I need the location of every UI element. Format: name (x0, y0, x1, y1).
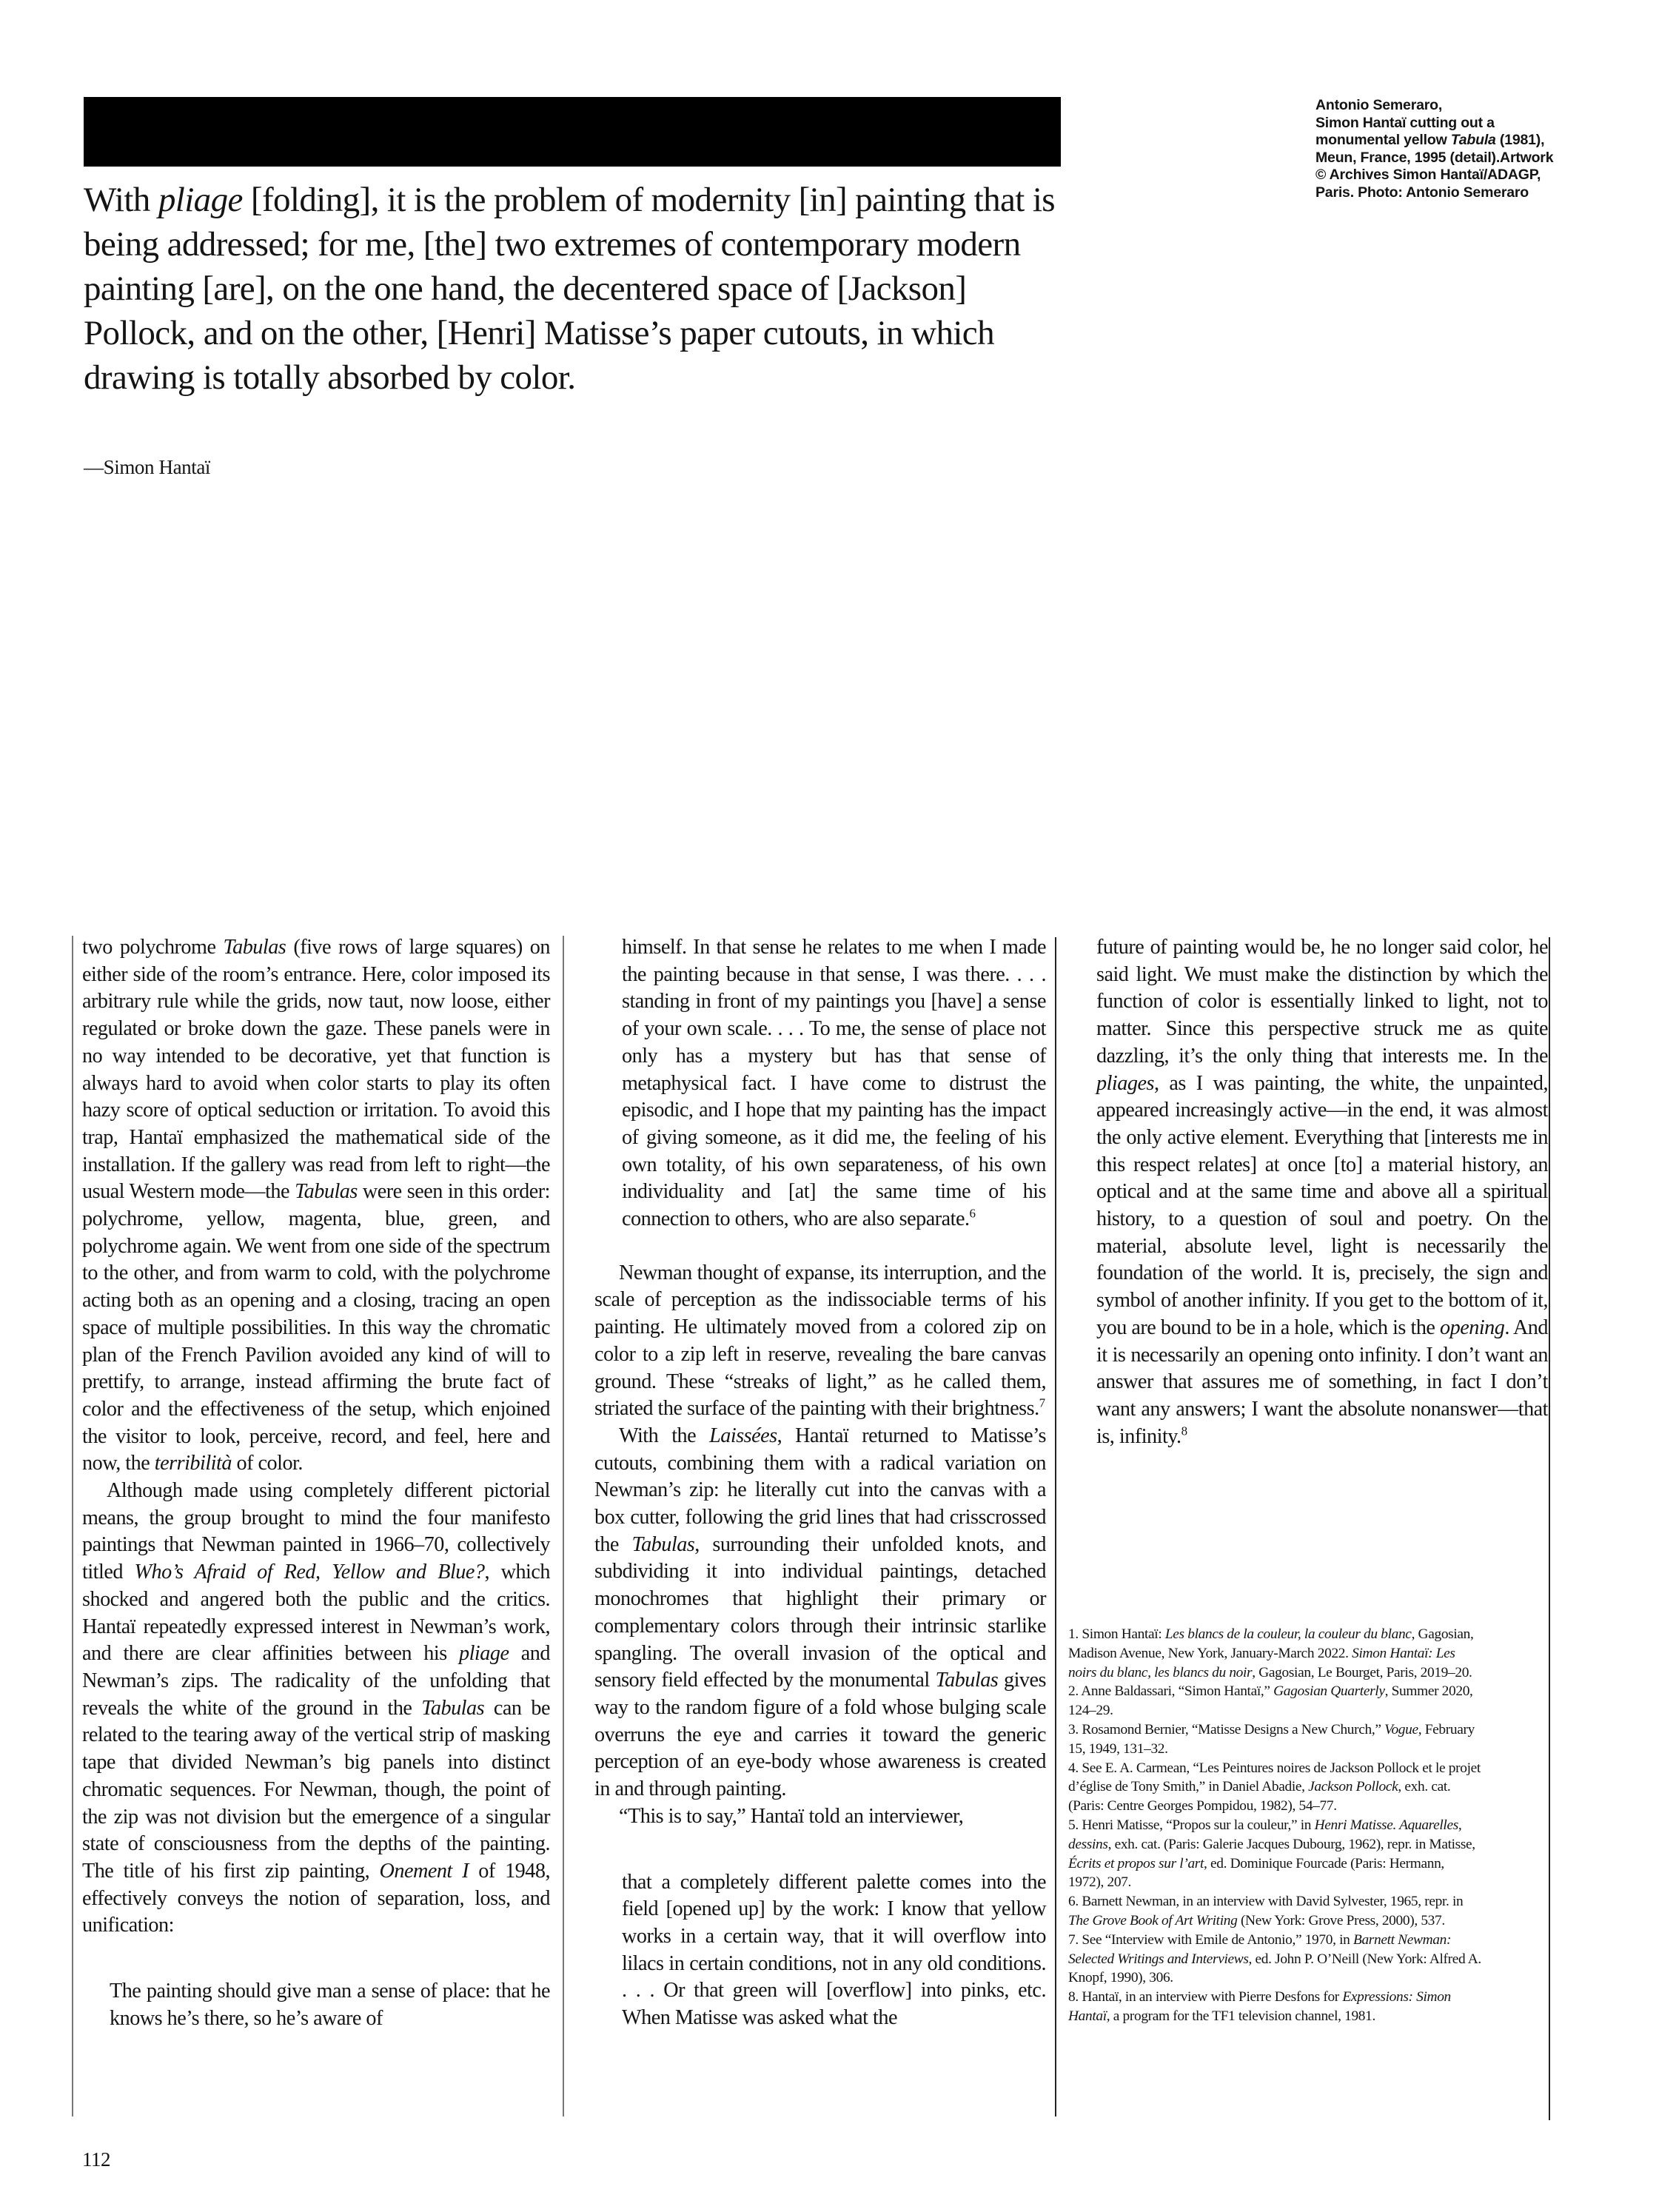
italic-text: opening (1440, 1316, 1505, 1339)
caption-text: (1981), Meun, France, 1995 (detail).Artwork © Archives Simon Hantaï/ADAGP, Paris. Photo: Antonio Semeraro (1315, 132, 1554, 201)
page-number: 112 (82, 2148, 110, 2171)
footnote-item: 5. Henri Matisse, “Propos sur la couleur,” in Henri Matisse. Aquarelles, dessins, exh. cat. (Paris: Galerie Jacques Dubourg, 1962), repr. in Matisse, Écrits et propos sur l’art, ed. Dominique Fourcade (Paris: Hermann, 1972), 207. (1068, 1817, 1475, 1891)
column-rule-mid-right (1055, 937, 1056, 2117)
italic-text: Who’s Afraid of Red, Yellow and Blue? (134, 1561, 485, 1584)
block-quote: The painting should give man a sense of place: that he knows he’s there, so he’s aware of (110, 1980, 550, 2030)
text: , as I was painting, the white, the unpainted, appeared increasingly active—in the end, it was almost the only active element. Everything that [interests me in this respect relates] at once [to] a material history, an optical and at the same time and above all a spiritual history, to a question of soul and poetry. On the material, absolute level, light is necessarily the foundation of the world. It is, precisely, the sign and symbol of another infinity. If you get to the bottom of it, you are bound to be in a hole, which is the (1096, 1071, 1548, 1339)
italic-text: Tabulas (421, 1696, 485, 1720)
text: , which shocked and angered both the public and the critics. Hantaï repeatedly expressed interest in Newman’s work, and there are clear affinities between his (82, 1561, 550, 1666)
footnote-item: 7. See “Interview with Emile de Antonio,” 1970, in Barnett Newman: Selected Writings and Interviews, ed. John P. O’Neill (New York: Alfred A. Knopf, 1990), 306. (1068, 1931, 1481, 1986)
footnote-item: 6. Barnett Newman, in an interview with David Sylvester, 1965, repr. in The Grove Book of Art Writing (New York: Grove Press, 2000), 537. (1068, 1894, 1464, 1928)
text: future of painting would be, he no longer said color, he said light. We must make the distinction by which the function of color is essentially linked to light, not to matter. Since this perspective struck me as quite dazzling, it’s the only thing that interests me. In the (1096, 936, 1548, 1068)
paragraph (594, 1423, 1046, 1803)
column-rule-right (1549, 937, 1550, 2120)
epigraph-attribution: —Simon Hantaï (84, 456, 211, 478)
text: two polychrome (82, 936, 224, 959)
caption-body (1315, 115, 1560, 202)
italic-text: pliage (459, 1642, 509, 1666)
paragraph: “This is to say,” Hantaï told an interviewer, (619, 1804, 964, 1828)
block-quote (594, 934, 1046, 1233)
text: . And it is necessarily an opening onto infinity. I don’t want an answer that assures me of something, in fact I don’t want any answers; I want the absolute nonanswer—that is, infinity. (1096, 1316, 1548, 1448)
text: and Newman’s zips. The radicality of the unfolding that reveals the white of the ground in the (82, 1642, 550, 1720)
italic-text: Tabulas (295, 1180, 358, 1204)
epigraph-quote (84, 178, 1068, 400)
caption-text: Simon Hantaï cutting out a monumental yellow (1315, 114, 1495, 149)
block-quote: that a completely different palette comes into the field [opened up] by the work: I know that yellow works in a certain way, that it will overflow into lilacs in certain conditions, not in any old conditions. . . . Or that green will [overflow] into pinks, etc. When Matisse was asked what the (622, 1870, 1046, 2030)
footnote-item: 3. Rosamond Bernier, “Matisse Designs a New Church,” Vogue, February 15, 1949, 131–32. (1068, 1721, 1475, 1757)
text: himself. In that sense he relates to me when I made the painting because in that sense, I was there. . . . standing in front of my paintings you [have] a sense of your own scale. . . . To me, the sense of place not only has a mystery but has that sense of metaphysical fact. I have come to distrust the episodic, and I hope that my painting has the impact of giving someone, as it did me, the feeling of his own totality, of his own separateness, of his own individuality and [at] the same time of his connection to others, who are also separate. (622, 936, 1046, 1231)
footnotes (1068, 1625, 1483, 2026)
italic-text: Tabulas (631, 1532, 695, 1556)
body-column-left (82, 934, 550, 2032)
italic-text: terribilità (154, 1452, 232, 1475)
text: Although made using completely different pictorial means, the group brought to mind the four manifesto paintings that Newman painted in 1966–70, collectively titled (82, 1479, 550, 1584)
italic-text: Onement I (379, 1859, 469, 1883)
text: With the (619, 1424, 710, 1447)
footnote-item: 4. See E. A. Carmean, “Les Peintures noires de Jackson Pollock et le projet d’église de Tony Smith,” in Daniel Abadie, Jackson Pollock, exh. cat. (Paris: Centre Georges Pompidou, 1982), 54–77. (1068, 1760, 1481, 1814)
text: gives way to the random figure of a fold whose bulging scale overruns the eye and carries it toward the generic perception of an eye-body whose awareness is created in and through painting. (594, 1669, 1047, 1801)
text: of 1948, effectively conveys the notion of separation, loss, and unification: (82, 1859, 551, 1937)
text: , surrounding their unfolded knots, and subdividing it into individual paintings, detached monochromes that highlight their primary or complementary colors through their intrinsic starlike spangling. The overall invasion of the optical and sensory field effected by the monumental (594, 1532, 1046, 1692)
body-column-middle (594, 934, 1046, 2032)
footnote-item: 1. Simon Hantaï: Les blancs de la couleur, la couleur du blanc, Gagosian, Madison Avenue, New York, January-March 2022. Simon Hantaï: Les noirs du blanc, les blancs du noir, Gagosian, Le Bourget, Paris, 2019–20. (1068, 1626, 1474, 1680)
footnote-item: 2. Anne Baldassari, “Simon Hantaï,” Gagosian Quarterly, Summer 2020, 124–29. (1068, 1683, 1473, 1719)
footnote-ref: 6 (969, 1206, 976, 1221)
footnote-item: 8. Hantaï, in an interview with Pierre Desfons for Expressions: Simon Hantaï, a program for the TF1 television channel, 1981. (1068, 1989, 1451, 2024)
italic-text: pliages (1096, 1071, 1154, 1095)
text: of color. (231, 1452, 303, 1475)
text: , Hantaï returned to Matisse’s cutouts, combining them with a radical variation on Newman’s zip: he literally cut into the canvas with a box cutter, following the grid lines that had crisscrossed the (594, 1424, 1046, 1556)
epigraph-italic-term: pliage (158, 181, 243, 219)
text: (five rows of large squares) on either side of the room’s entrance. Here, color imposed its arbitrary rule while the grids, now taut, now loose, either regulated or broke down the gaze. These panels were in no way intended to be decorative, yet that function is always hard to avoid when color starts to play its often hazy score of optical seduction or irritation. To avoid this trap, Hantaï emphasized the mathematical side of the installation. If the gallery was read from left to right—the usual Western mode—the (82, 936, 550, 1204)
column-rule-left (72, 936, 73, 2117)
caption-photographer: Antonio Semeraro, (1315, 97, 1443, 113)
header-black-bar (84, 97, 1061, 167)
epigraph-text: With (84, 181, 158, 219)
body-column-right (1096, 934, 1548, 1450)
paragraph (594, 1260, 1046, 1423)
text: Newman thought of expanse, its interruption, and the scale of perception as the indissociable terms of his painting. He ultimately moved from a colored zip on color to a zip left in reserve, revealing the bare canvas ground. These “streaks of light,” as he called them, striated the surface of the painting with their brightness. (594, 1261, 1046, 1421)
block-quote (1096, 934, 1548, 1450)
epigraph-text: [folding], it is the problem of modernity [in] painting that is being addressed; for me, [the] two extremes of contemporary modern painting [are], on the one hand, the decentered space of [Jackson] Pollock, and on the other, [Henri] Matisse’s paper cutouts, in which drawing is totally absorbed by color. (84, 181, 1055, 397)
caption-italic-title: Tabula (1450, 132, 1496, 149)
paragraph (82, 934, 550, 1478)
italic-text: Tabulas (223, 936, 286, 959)
footnote-ref: 7 (1039, 1395, 1045, 1410)
paragraph (82, 1478, 550, 1940)
italic-text: Laissées (709, 1424, 777, 1447)
image-caption (1315, 97, 1560, 202)
text: were seen in this order: polychrome, yellow, magenta, blue, green, and polychrome again. We went from one side of the spectrum to the other, and from warm to cold, with the polychrome acting both as an opening and a closing, tracing an open space of multiple possibilities. In this way the chromatic plan of the French Pavilion avoided any kind of will to prettify, to arrange, instead affirming the brute fact of color and the effectiveness of the setup, which enjoined the visitor to look, perceive, record, and feel, here and now, the (82, 1180, 550, 1475)
footnote-ref: 8 (1181, 1424, 1187, 1438)
column-rule-left-mid (563, 936, 564, 2117)
text: can be related to the tearing away of the vertical strip of masking tape that divided Newman’s big panels into distinct chromatic sequences. For Newman, though, the point of the zip was not division but the emergence of a singular state of consciousness from the depths of the painting. The title of his first zip painting, (82, 1696, 550, 1883)
italic-text: Tabulas (935, 1669, 999, 1692)
